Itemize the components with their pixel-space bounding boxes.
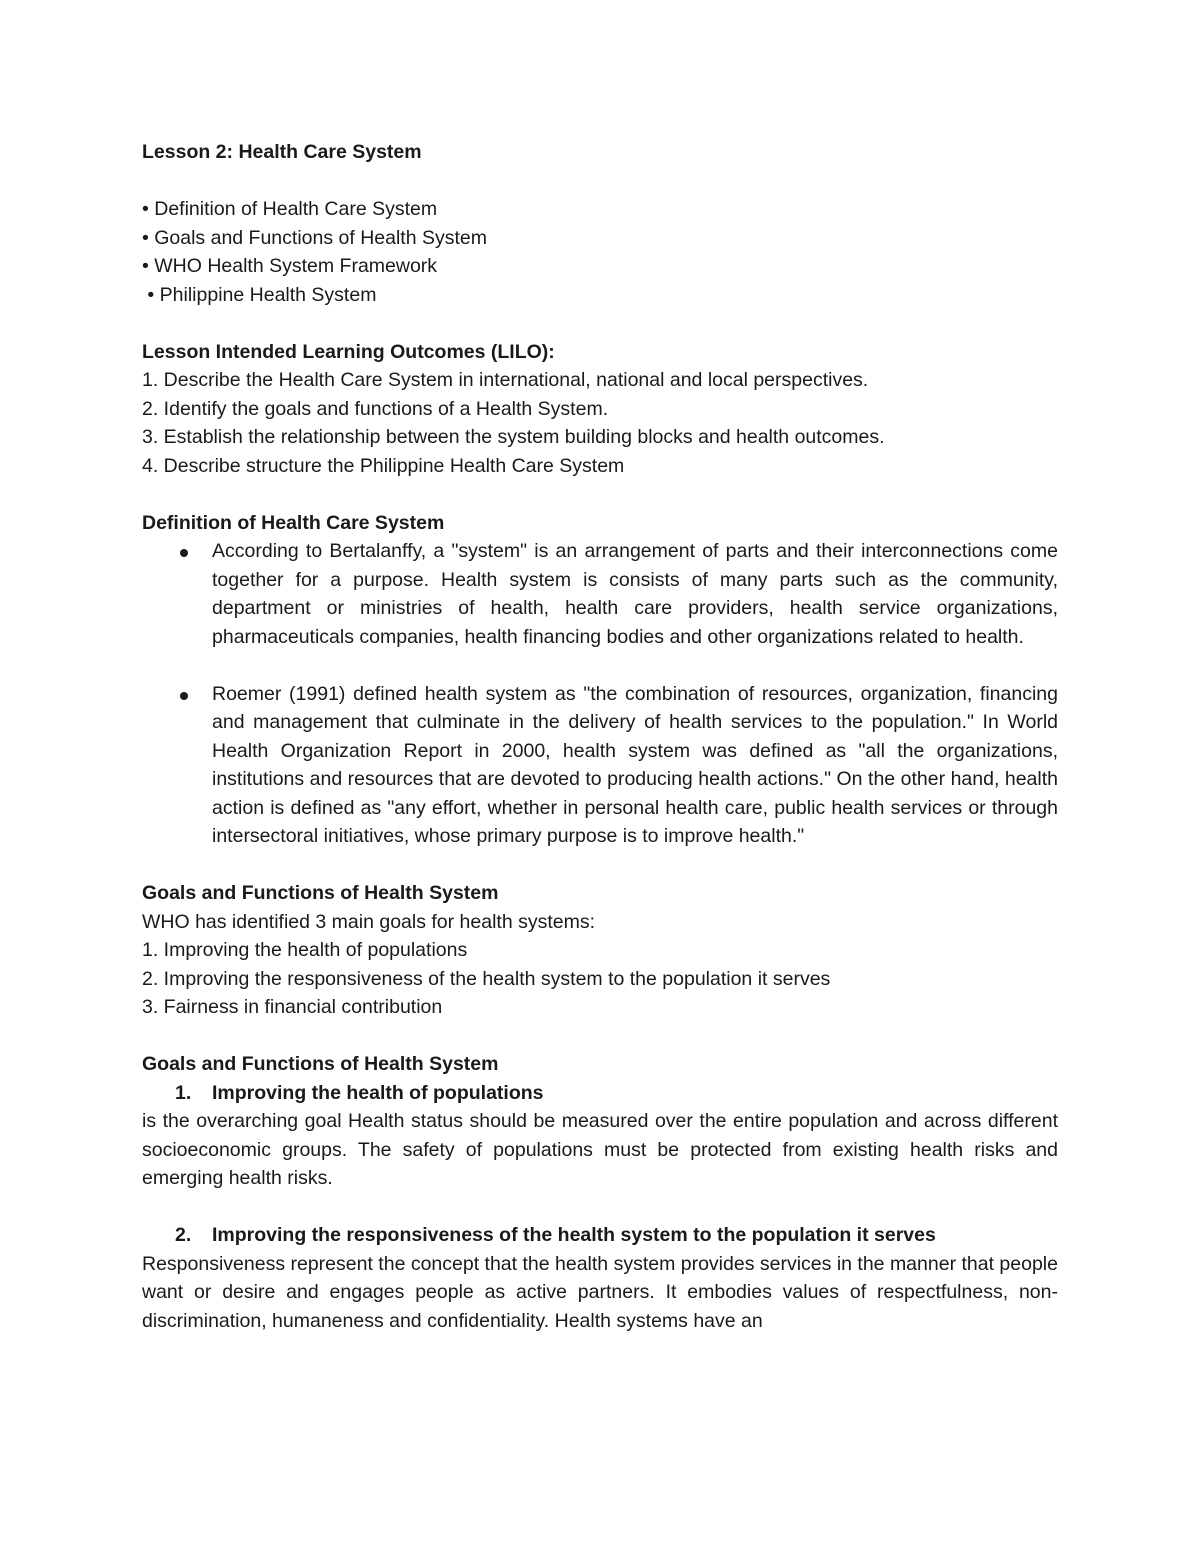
topic-item: • WHO Health System Framework (142, 255, 438, 277)
definition-bullet-text: Roemer (1991) defined health system as "the combination of resources, organization, financing and management that culminate in the delivery of health services to the population." In World Health Organization Report in 2000, health system was defined as "all the organizations, institutions and resources that are devoted to producing health actions." On the other hand, health action is defined as "any effort, whether in personal health care, public health services or through intersectoral initiatives, whose primary purpose is to improve health." (212, 682, 1058, 847)
lilo-item: 1. Describe the Health Care System in international, national and local perspectives. (142, 369, 869, 391)
goal-detail-body: Responsiveness represent the concept that the health system provides services in the manner that people want or desire and engages people as active partners. It embodies values of respectfulness, non-discrimination, humaneness and confidentiality. Health systems have an (142, 1252, 1058, 1332)
document-page (142, 138, 1058, 1335)
definition-bullet (142, 680, 1058, 851)
lilo-item: 2. Identify the goals and functions of a Health System. (142, 397, 609, 420)
topic-list (142, 195, 1058, 309)
goals-intro: WHO has identified 3 main goals for health systems: (142, 910, 596, 933)
lilo-section (142, 338, 1058, 481)
goal-detail-number: 1. (175, 1081, 192, 1104)
topic-item: • Philippine Health System (142, 283, 377, 306)
lilo-item: 4. Describe structure the Philippine Health Care System (142, 454, 625, 477)
goals-heading: Goals and Functions of Health System (142, 882, 499, 904)
goal-detail-body: is the overarching goal Health status should be measured over the entire population and across different socioeconomic groups. The safety of populations must be protected from existing health risks and emerging health risks. (142, 1110, 1058, 1189)
goal-detail-title (142, 1221, 1058, 1250)
definition-bullet-text: According to Bertalanffy, a "system" is an arrangement of parts and their interconnections come together for a purpose. Health system is consists of many parts such as the community, department or ministries of health, health care providers, health service organizations, pharmaceuticals companies, health financing bodies and other organizations related to health. (212, 540, 1058, 648)
definition-bullet (142, 537, 1058, 651)
goal-detail-title-text: Improving the health of populations (212, 1081, 544, 1104)
definition-section (142, 509, 1058, 851)
bullet-dot-icon (180, 549, 188, 557)
goal-detail-number: 2. (175, 1224, 192, 1246)
goal-item: 3. Fairness in financial contribution (142, 996, 443, 1018)
lilo-item: 3. Establish the relationship between the system building blocks and health outcomes. (142, 426, 885, 448)
bullet-dot-icon (180, 692, 188, 700)
goals-detail-section (142, 1050, 1058, 1335)
topic-item: • Goals and Functions of Health System (142, 226, 487, 249)
goal-detail-title (142, 1079, 1058, 1108)
goal-detail-title-text: Improving the responsiveness of the health system to the population it serves (212, 1224, 936, 1246)
goals-section (142, 879, 1058, 1022)
lesson-title: Lesson 2: Health Care System (142, 141, 422, 163)
topic-item: • Definition of Health Care System (142, 198, 438, 220)
definition-heading: Definition of Health Care System (142, 511, 445, 534)
goal-item: 2. Improving the responsiveness of the health system to the population it serves (142, 967, 831, 990)
goals-detail-heading: Goals and Functions of Health System (142, 1053, 499, 1075)
goal-item: 1. Improving the health of populations (142, 939, 468, 961)
lilo-heading: Lesson Intended Learning Outcomes (LILO): (142, 340, 555, 363)
